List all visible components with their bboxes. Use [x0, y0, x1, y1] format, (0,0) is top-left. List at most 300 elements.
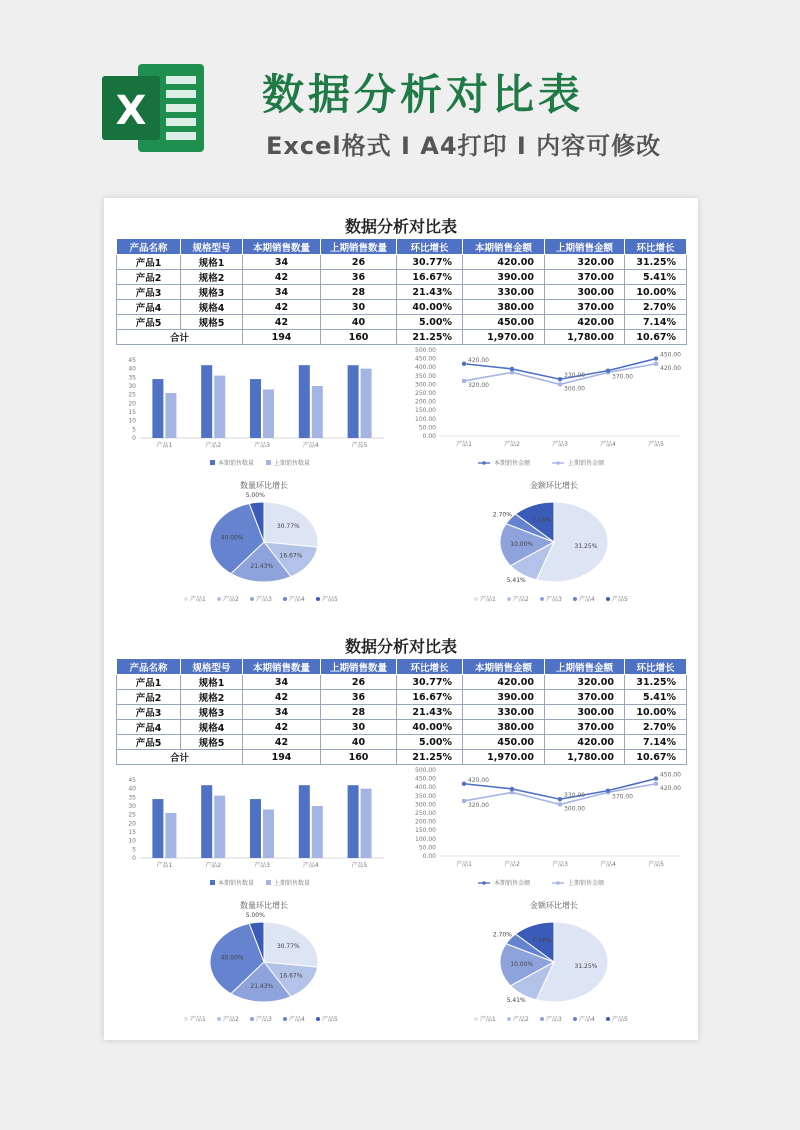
- table-cell: 规格5: [181, 315, 243, 330]
- table-cell: 产品5: [117, 735, 181, 750]
- data-label: 300.00: [564, 385, 585, 393]
- logo-letter: X: [115, 88, 147, 134]
- table-cell: 320.00: [545, 675, 625, 690]
- table-row: [117, 270, 687, 285]
- y-tick-label: 35: [128, 794, 136, 802]
- table-cell: 30.77%: [397, 255, 463, 270]
- table-cell: 产品3: [117, 285, 181, 300]
- table-cell: 16.67%: [397, 690, 463, 705]
- y-tick-label: 250.00: [415, 810, 436, 817]
- data-table: [116, 658, 687, 765]
- data-label: 420.00: [468, 776, 489, 784]
- quantity-bar-chart: [114, 776, 394, 894]
- table-cell: 40: [321, 735, 397, 750]
- table-cell: 21.25%: [397, 330, 463, 345]
- column-header: 本期销售数量: [243, 659, 321, 675]
- table-row: [117, 285, 687, 300]
- legend-label: 产品2: [513, 1016, 529, 1023]
- legend-swatch: [217, 597, 221, 601]
- table-cell: 36: [321, 270, 397, 285]
- legend-swatch: [474, 1017, 478, 1021]
- table-cell: 450.00: [463, 735, 545, 750]
- x-tick-label: 产品2: [205, 442, 222, 449]
- table-cell: 380.00: [463, 300, 545, 315]
- y-tick-label: 0.00: [422, 433, 436, 440]
- data-point: [558, 797, 562, 801]
- bar-previous: [165, 393, 176, 438]
- y-tick-label: 35: [128, 374, 136, 382]
- table-cell: 390.00: [463, 270, 545, 285]
- table-cell: 10.00%: [625, 705, 687, 720]
- x-tick-label: 产品1: [456, 441, 472, 448]
- table-cell: 规格3: [181, 285, 243, 300]
- excel-logo-icon: [100, 58, 208, 158]
- pie-title: 金额环比增长: [530, 901, 578, 910]
- legend-label: 产品3: [256, 596, 272, 603]
- column-header: 规格型号: [181, 239, 243, 255]
- legend-swatch: [283, 1017, 287, 1021]
- y-tick-label: 200.00: [415, 818, 436, 826]
- y-tick-label: 350.00: [415, 792, 436, 800]
- amount-pie-chart: [464, 476, 644, 611]
- x-tick-label: 产品3: [254, 442, 270, 449]
- slice-label: 16.67%: [279, 972, 303, 980]
- legend-label: 本期销售数量: [218, 880, 255, 887]
- table-cell: 规格4: [181, 300, 243, 315]
- data-point: [462, 379, 466, 383]
- slice-label: 10.00%: [510, 960, 534, 968]
- legend-swatch: [540, 1017, 544, 1021]
- y-tick-label: 45: [128, 777, 136, 784]
- data-label: 370.00: [612, 373, 633, 381]
- table-cell: 规格1: [181, 675, 243, 690]
- y-tick-label: 20: [128, 400, 136, 408]
- bar-current: [348, 365, 359, 438]
- y-tick-label: 10: [128, 837, 136, 845]
- table-cell: 7.14%: [625, 735, 687, 750]
- y-tick-label: 45: [128, 357, 136, 364]
- table-cell: 5.41%: [625, 270, 687, 285]
- legend-swatch: [184, 1017, 188, 1021]
- legend-label: 本期销售金额: [494, 880, 531, 887]
- table-cell: 40: [321, 315, 397, 330]
- legend-label: 产品4: [579, 596, 595, 603]
- table-row: [117, 315, 687, 330]
- data-point: [510, 787, 514, 791]
- x-tick-label: 产品1: [156, 862, 173, 869]
- bar-current: [299, 365, 310, 438]
- legend-swatch: [210, 880, 215, 885]
- y-tick-label: 100.00: [415, 835, 436, 843]
- legend-marker: [556, 461, 560, 465]
- legend-label: 上期销售数量: [274, 880, 311, 887]
- data-label: 420.00: [468, 356, 489, 364]
- bar-current: [201, 365, 212, 438]
- x-tick-label: 产品2: [205, 862, 222, 869]
- table-cell: 16.67%: [397, 270, 463, 285]
- table-cell: 10.00%: [625, 285, 687, 300]
- amount-pie-chart: [464, 896, 644, 1031]
- table-cell: 规格2: [181, 690, 243, 705]
- y-tick-label: 500.00: [415, 347, 436, 354]
- banner-title: 数据分析对比表: [262, 70, 585, 119]
- column-header: 上期销售数量: [321, 239, 397, 255]
- y-tick-label: 15: [128, 409, 136, 416]
- x-tick-label: 产品1: [156, 442, 173, 449]
- legend-label: 产品1: [190, 1016, 206, 1023]
- legend-label: 产品3: [546, 596, 562, 603]
- legend-label: 产品1: [480, 1016, 496, 1023]
- bar-current: [250, 799, 261, 858]
- slice-label: 2.70%: [492, 931, 512, 939]
- table-cell: 34: [243, 255, 321, 270]
- x-tick-label: 产品5: [351, 862, 368, 869]
- table-cell: 42: [243, 300, 321, 315]
- table-cell: 42: [243, 690, 321, 705]
- y-tick-label: 300.00: [415, 381, 436, 389]
- table-cell: 1,970.00: [463, 330, 545, 345]
- legend-swatch: [573, 1017, 577, 1021]
- y-tick-label: 5: [132, 426, 136, 434]
- bar-current: [152, 799, 163, 858]
- slice-label: 5.00%: [245, 912, 265, 920]
- table-cell: 330.00: [463, 705, 545, 720]
- y-tick-label: 450.00: [415, 355, 436, 363]
- table-cell: 产品4: [117, 720, 181, 735]
- data-point: [462, 362, 466, 366]
- x-tick-label: 产品3: [552, 441, 568, 448]
- x-tick-label: 产品1: [456, 861, 472, 868]
- y-tick-label: 0.00: [422, 853, 436, 860]
- legend-swatch: [540, 597, 544, 601]
- quantity-pie-chart: [174, 896, 354, 1031]
- table-row: [117, 300, 687, 315]
- data-label: 330.00: [564, 372, 585, 380]
- legend-label: 产品5: [612, 596, 628, 603]
- data-point: [510, 367, 514, 371]
- table-cell: 21.43%: [397, 285, 463, 300]
- column-header: 上期销售金额: [545, 659, 625, 675]
- legend-label: 产品2: [513, 596, 529, 603]
- column-header: 环比增长: [397, 239, 463, 255]
- table-cell: 21.25%: [397, 750, 463, 765]
- x-tick-label: 产品4: [302, 442, 319, 449]
- slice-label: 30.77%: [276, 523, 300, 531]
- bar-current: [201, 785, 212, 858]
- table-cell: 40.00%: [397, 720, 463, 735]
- bar-previous: [214, 376, 225, 438]
- table-cell: 34: [243, 675, 321, 690]
- data-point: [654, 782, 658, 786]
- column-header: 规格型号: [181, 659, 243, 675]
- y-tick-label: 5: [132, 846, 136, 854]
- legend-label: 本期销售金额: [494, 460, 531, 467]
- legend-swatch: [266, 880, 271, 885]
- data-label: 370.00: [612, 793, 633, 801]
- bar-current: [250, 379, 261, 438]
- legend-swatch: [250, 1017, 254, 1021]
- slice-label: 40.00%: [220, 954, 244, 962]
- amount-line-chart: [400, 344, 690, 474]
- y-tick-label: 0: [132, 435, 136, 442]
- table-cell: 31.25%: [625, 255, 687, 270]
- x-tick-label: 产品4: [600, 441, 616, 448]
- table-cell: 160: [321, 330, 397, 345]
- table-cell: 7.14%: [625, 315, 687, 330]
- table-cell: 28: [321, 705, 397, 720]
- bar-previous: [165, 813, 176, 858]
- table-cell: 产品4: [117, 300, 181, 315]
- x-tick-label: 产品4: [302, 862, 319, 869]
- table-cell: 规格1: [181, 255, 243, 270]
- table-cell: 产品1: [117, 255, 181, 270]
- legend-label: 本期销售数量: [218, 460, 255, 467]
- y-tick-label: 40: [128, 785, 136, 793]
- x-tick-label: 产品2: [504, 861, 520, 868]
- table-cell: 2.70%: [625, 300, 687, 315]
- data-label: 450.00: [660, 771, 681, 779]
- table-cell: 产品2: [117, 690, 181, 705]
- y-tick-label: 150.00: [415, 827, 436, 835]
- data-point: [558, 802, 562, 806]
- x-tick-label: 产品4: [600, 861, 616, 868]
- data-label: 320.00: [468, 381, 489, 389]
- table-cell: 产品3: [117, 705, 181, 720]
- table-cell: 产品5: [117, 315, 181, 330]
- table-cell: 5.41%: [625, 690, 687, 705]
- legend-label: 产品4: [289, 596, 305, 603]
- y-tick-label: 150.00: [415, 407, 436, 415]
- y-tick-label: 40: [128, 365, 136, 373]
- x-tick-label: 产品5: [351, 442, 368, 449]
- bar-previous: [312, 386, 323, 438]
- y-tick-label: 250.00: [415, 390, 436, 397]
- bar-current: [348, 785, 359, 858]
- total-row: [117, 330, 687, 345]
- table-cell: 450.00: [463, 315, 545, 330]
- slice-label: 7.14%: [531, 516, 552, 524]
- bar-previous: [312, 806, 323, 858]
- table-cell: 产品1: [117, 675, 181, 690]
- y-tick-label: 300.00: [415, 801, 436, 809]
- x-tick-label: 产品3: [552, 861, 568, 868]
- bar-current: [152, 379, 163, 438]
- table-cell: 规格2: [181, 270, 243, 285]
- table-cell: 26: [321, 255, 397, 270]
- legend-swatch: [283, 597, 287, 601]
- x-tick-label: 产品5: [648, 441, 664, 448]
- table-row: [117, 720, 687, 735]
- bar-previous: [263, 809, 274, 858]
- legend-label: 上期销售金额: [568, 880, 605, 887]
- sheet-block-1: [104, 208, 698, 628]
- table-cell: 42: [243, 270, 321, 285]
- slice-label: 5.41%: [506, 997, 526, 1005]
- y-tick-label: 25: [128, 811, 136, 819]
- legend-swatch: [316, 597, 320, 601]
- column-header: 本期销售数量: [243, 239, 321, 255]
- table-cell: 420.00: [463, 675, 545, 690]
- legend-label: 产品1: [190, 596, 206, 603]
- y-tick-label: 100.00: [415, 415, 436, 423]
- table-cell: 194: [243, 750, 321, 765]
- table-cell: 160: [321, 750, 397, 765]
- table-cell: 1,970.00: [463, 750, 545, 765]
- legend-swatch: [606, 597, 610, 601]
- y-tick-label: 25: [128, 391, 136, 399]
- total-label: 合计: [117, 330, 243, 345]
- slice-label: 10.00%: [510, 540, 534, 548]
- bar-previous: [361, 369, 372, 438]
- legend-swatch: [266, 460, 271, 465]
- data-label: 450.00: [660, 351, 681, 359]
- slice-label: 5.41%: [506, 577, 526, 585]
- data-point: [654, 776, 658, 780]
- table-cell: 1,780.00: [545, 750, 625, 765]
- legend-label: 产品3: [546, 1016, 562, 1023]
- legend-label: 产品5: [612, 1016, 628, 1023]
- table-cell: 300.00: [545, 705, 625, 720]
- x-tick-label: 产品5: [648, 861, 664, 868]
- y-tick-label: 15: [128, 829, 136, 836]
- y-tick-label: 30: [128, 383, 136, 390]
- table-cell: 300.00: [545, 285, 625, 300]
- legend-marker: [556, 881, 560, 885]
- table-cell: 10.67%: [625, 750, 687, 765]
- data-label: 300.00: [564, 805, 585, 813]
- legend-label: 产品4: [579, 1016, 595, 1023]
- table-cell: 390.00: [463, 690, 545, 705]
- table-cell: 370.00: [545, 720, 625, 735]
- legend-label: 产品2: [223, 596, 239, 603]
- data-point: [558, 377, 562, 381]
- data-point: [606, 788, 610, 792]
- column-header: 上期销售金额: [545, 239, 625, 255]
- pie-title: 金额环比增长: [530, 481, 578, 490]
- legend-swatch: [210, 460, 215, 465]
- y-tick-label: 400.00: [415, 364, 436, 372]
- table-cell: 2.70%: [625, 720, 687, 735]
- table-cell: 42: [243, 720, 321, 735]
- legend-swatch: [316, 1017, 320, 1021]
- table-cell: 36: [321, 690, 397, 705]
- column-header: 本期销售金额: [463, 239, 545, 255]
- legend-marker: [482, 461, 486, 465]
- table-cell: 34: [243, 705, 321, 720]
- column-header: 上期销售数量: [321, 659, 397, 675]
- table-cell: 420.00: [545, 315, 625, 330]
- table-cell: 10.67%: [625, 330, 687, 345]
- legend-label: 产品3: [256, 1016, 272, 1023]
- legend-marker: [482, 881, 486, 885]
- total-label: 合计: [117, 750, 243, 765]
- legend-label: 上期销售数量: [274, 460, 311, 467]
- y-tick-label: 450.00: [415, 775, 436, 783]
- table-cell: 194: [243, 330, 321, 345]
- column-header: 环比增长: [625, 239, 687, 255]
- legend-label: 产品5: [322, 1016, 338, 1023]
- data-label: 420.00: [660, 784, 681, 792]
- column-header: 环比增长: [397, 659, 463, 675]
- table-cell: 规格5: [181, 735, 243, 750]
- y-tick-label: 0: [132, 855, 136, 862]
- slice-label: 30.77%: [276, 943, 300, 951]
- table-cell: 380.00: [463, 720, 545, 735]
- table-cell: 330.00: [463, 285, 545, 300]
- table-row: [117, 255, 687, 270]
- bar-previous: [214, 796, 225, 858]
- sheet-title: 数据分析对比表: [344, 637, 457, 656]
- legend-label: 产品4: [289, 1016, 305, 1023]
- y-tick-label: 200.00: [415, 398, 436, 406]
- slice-label: 16.67%: [279, 552, 303, 560]
- slice-label: 31.25%: [574, 542, 598, 550]
- legend-swatch: [217, 1017, 221, 1021]
- table-cell: 28: [321, 285, 397, 300]
- table-cell: 21.43%: [397, 705, 463, 720]
- table-cell: 30: [321, 720, 397, 735]
- table-cell: 30.77%: [397, 675, 463, 690]
- legend-label: 产品1: [480, 596, 496, 603]
- column-header: 本期销售金额: [463, 659, 545, 675]
- legend-swatch: [507, 1017, 511, 1021]
- table-cell: 规格4: [181, 720, 243, 735]
- x-tick-label: 产品2: [504, 441, 520, 448]
- column-header: 产品名称: [117, 239, 181, 255]
- table-cell: 5.00%: [397, 315, 463, 330]
- table-cell: 产品2: [117, 270, 181, 285]
- y-tick-label: 30: [128, 803, 136, 810]
- legend-swatch: [474, 597, 478, 601]
- table-header-row: [117, 239, 687, 255]
- y-tick-label: 50.00: [418, 844, 436, 852]
- legend-swatch: [250, 597, 254, 601]
- y-tick-label: 400.00: [415, 784, 436, 792]
- y-tick-label: 20: [128, 820, 136, 828]
- data-point: [462, 799, 466, 803]
- y-tick-label: 10: [128, 417, 136, 425]
- table-cell: 30: [321, 300, 397, 315]
- table-cell: 420.00: [545, 735, 625, 750]
- sheet-title: 数据分析对比表: [344, 217, 457, 236]
- bar-previous: [361, 789, 372, 858]
- table-row: [117, 735, 687, 750]
- y-tick-label: 50.00: [418, 424, 436, 432]
- table-cell: 34: [243, 285, 321, 300]
- column-header: 环比增长: [625, 659, 687, 675]
- bar-previous: [263, 389, 274, 438]
- table-cell: 40.00%: [397, 300, 463, 315]
- sheet-block-2: [104, 628, 698, 1048]
- banner: [0, 0, 800, 190]
- table-cell: 420.00: [463, 255, 545, 270]
- data-point: [654, 356, 658, 360]
- table-cell: 规格3: [181, 705, 243, 720]
- data-table: [116, 238, 687, 345]
- x-tick-label: 产品3: [254, 862, 270, 869]
- table-row: [117, 675, 687, 690]
- legend-swatch: [507, 597, 511, 601]
- table-cell: 5.00%: [397, 735, 463, 750]
- y-tick-label: 500.00: [415, 767, 436, 774]
- sheet-preview: [104, 198, 698, 1040]
- data-point: [654, 362, 658, 366]
- total-row: [117, 750, 687, 765]
- slice-label: 21.43%: [250, 982, 274, 990]
- table-cell: 42: [243, 735, 321, 750]
- banner-subtitle: Excel格式 I A4打印 I 内容可修改: [266, 132, 662, 160]
- slice-label: 40.00%: [220, 534, 244, 542]
